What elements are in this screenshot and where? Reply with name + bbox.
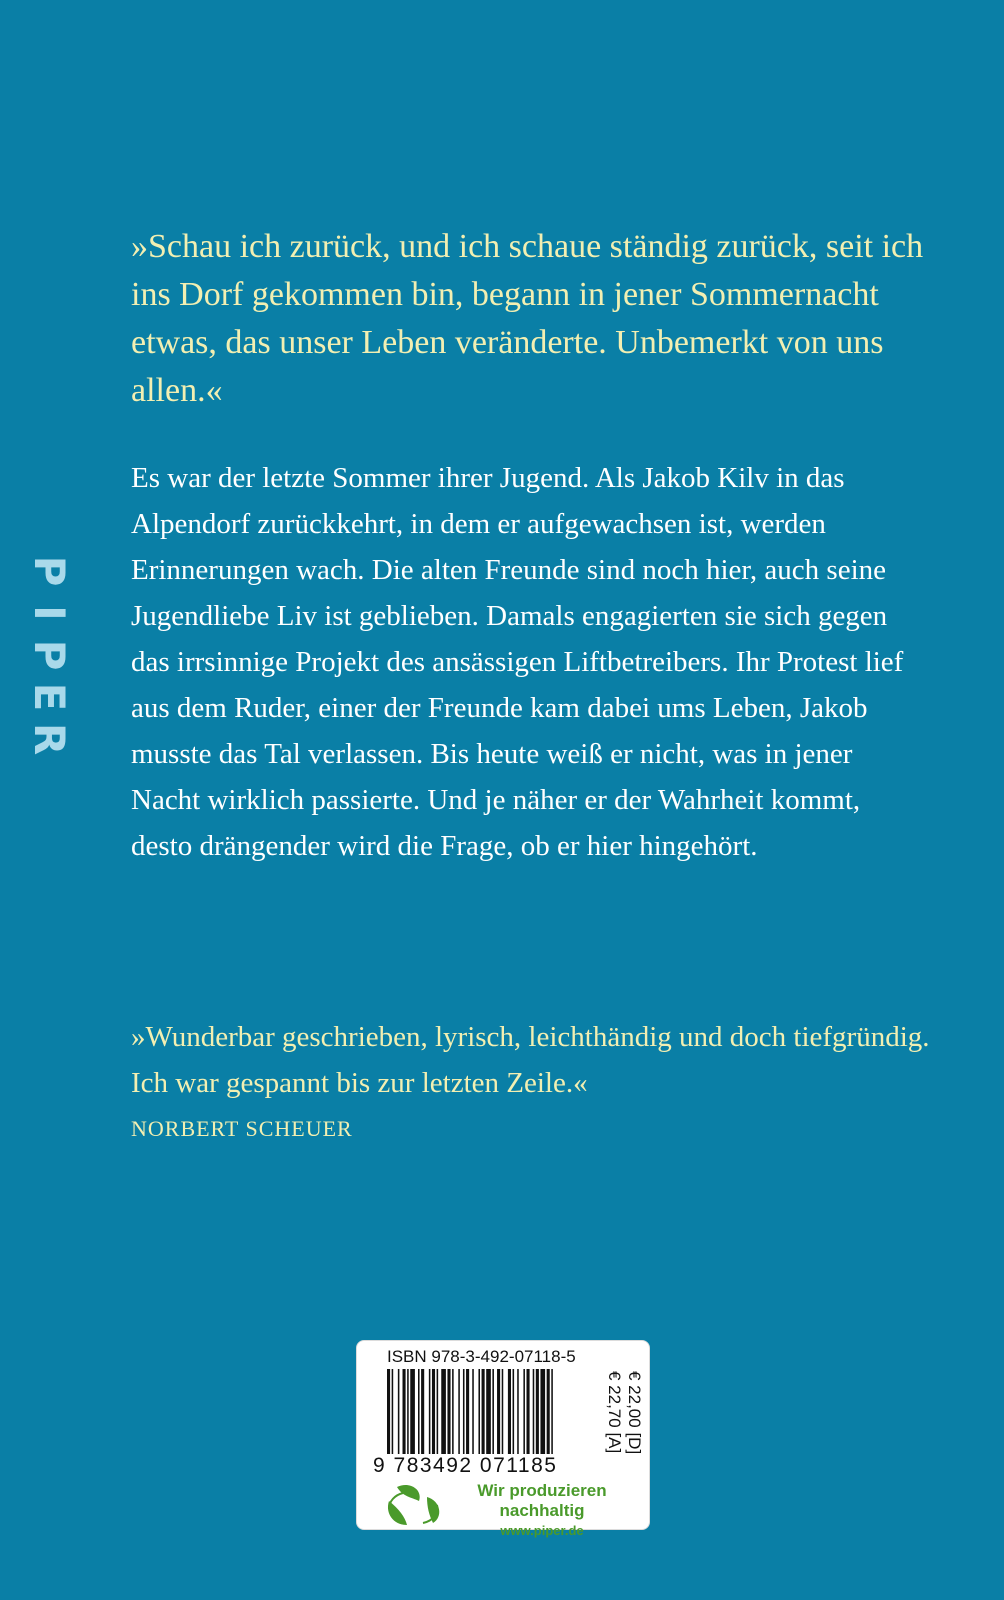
publisher-url: www.piper.de [500,1523,584,1538]
barcode-bar [403,1369,406,1465]
price-austria: € 22,70 [A] [605,1371,624,1454]
barcode-bar [486,1369,491,1465]
barcode-bar [508,1369,511,1465]
eco-line-2: nachhaltig [499,1501,585,1520]
barcode-label [356,1340,650,1538]
barcode-bar [392,1369,394,1465]
intro-quote: »Schau ich zurück, und ich schaue ständig zurück, seit ich ins Dorf gekommen bin, begann in jener Sommernacht etwas, das unser Leben veränderte. Unbemerkt von uns allen.« [131,228,924,409]
barcode-bar [533,1369,535,1465]
barcode-bar [527,1369,530,1465]
book-blurb: Es war der letzte Sommer ihrer Jugend. Als Jakob Kilv in das Alpendorf zurückkehrt, in dem er aufgewachsen ist, werden Erinnerungen wach. Die alten Freunde sind noch hier, auch seine Jugendliebe Liv ist geblieben. Damals engagierten sie sich gegen das irrsinnige Projekt des ansässigen Liftbetreibers. Ihr Protest lief aus dem Ruder, einer der Freunde kam dabei ums Leben, Jakob musste das Tal verlassen. Bis heute weiß er nicht, was in jener Nacht wirklich passierte. Und je näher er der Wahrheit kommt, desto drängender wird die Frage, ob er hier hingehört. [131,462,904,862]
ean-number: 9 783492 071185 [373,1454,558,1477]
barcode-bar [458,1369,460,1465]
barcode-bar [387,1369,390,1465]
barcode-bar [463,1369,465,1465]
recycle-leaf-icon [383,1483,447,1527]
barcode-bar [551,1369,553,1465]
barcode-bars [387,1369,605,1465]
barcode-bar [429,1369,431,1465]
logo-letter: P [25,639,74,671]
barcode-bar [418,1369,420,1465]
barcode-bar [482,1369,485,1465]
barcode-bar [432,1369,435,1465]
review-quote: »Wunderbar geschrieben, lyrisch, leichthändig und doch tiefgründig. Ich war gespannt bis zur letzten Zeile.« [131,1021,930,1099]
eco-line-1: Wir produzieren [477,1481,607,1500]
logo-letter: R [25,722,74,756]
barcode-bar [407,1369,409,1465]
barcode-bar [547,1369,550,1465]
barcode-bar [492,1369,494,1465]
barcode-bar [410,1369,415,1465]
logo-letter: P [25,555,74,587]
barcode-bar [523,1369,525,1465]
barcode-bar [536,1369,539,1465]
barcode-bar [540,1369,545,1465]
barcode-bar [502,1369,504,1465]
barcode-bar [478,1369,480,1465]
barcode-bar [398,1369,400,1465]
price-block [604,1371,644,1454]
barcode-bar [441,1369,446,1465]
eco-claim [452,1481,632,1538]
review-author: NORBERT SCHEUER [131,1116,353,1141]
barcode-bar [472,1369,474,1465]
barcode-bar [513,1369,515,1465]
barcode-bar [517,1369,519,1465]
logo-letter: E [25,682,74,712]
barcode-bar [452,1369,454,1465]
barcode-bar [497,1369,500,1465]
barcode-bar [447,1369,450,1465]
price-germany: € 22,00 [D] [625,1371,644,1455]
publisher-logo [24,550,74,760]
logo-letter: I [25,605,74,621]
barcode-bar [421,1369,424,1465]
isbn-text: ISBN 978-3-492-07118-5 [387,1347,576,1366]
barcode-bar [437,1369,439,1465]
barcode-bar [466,1369,469,1465]
